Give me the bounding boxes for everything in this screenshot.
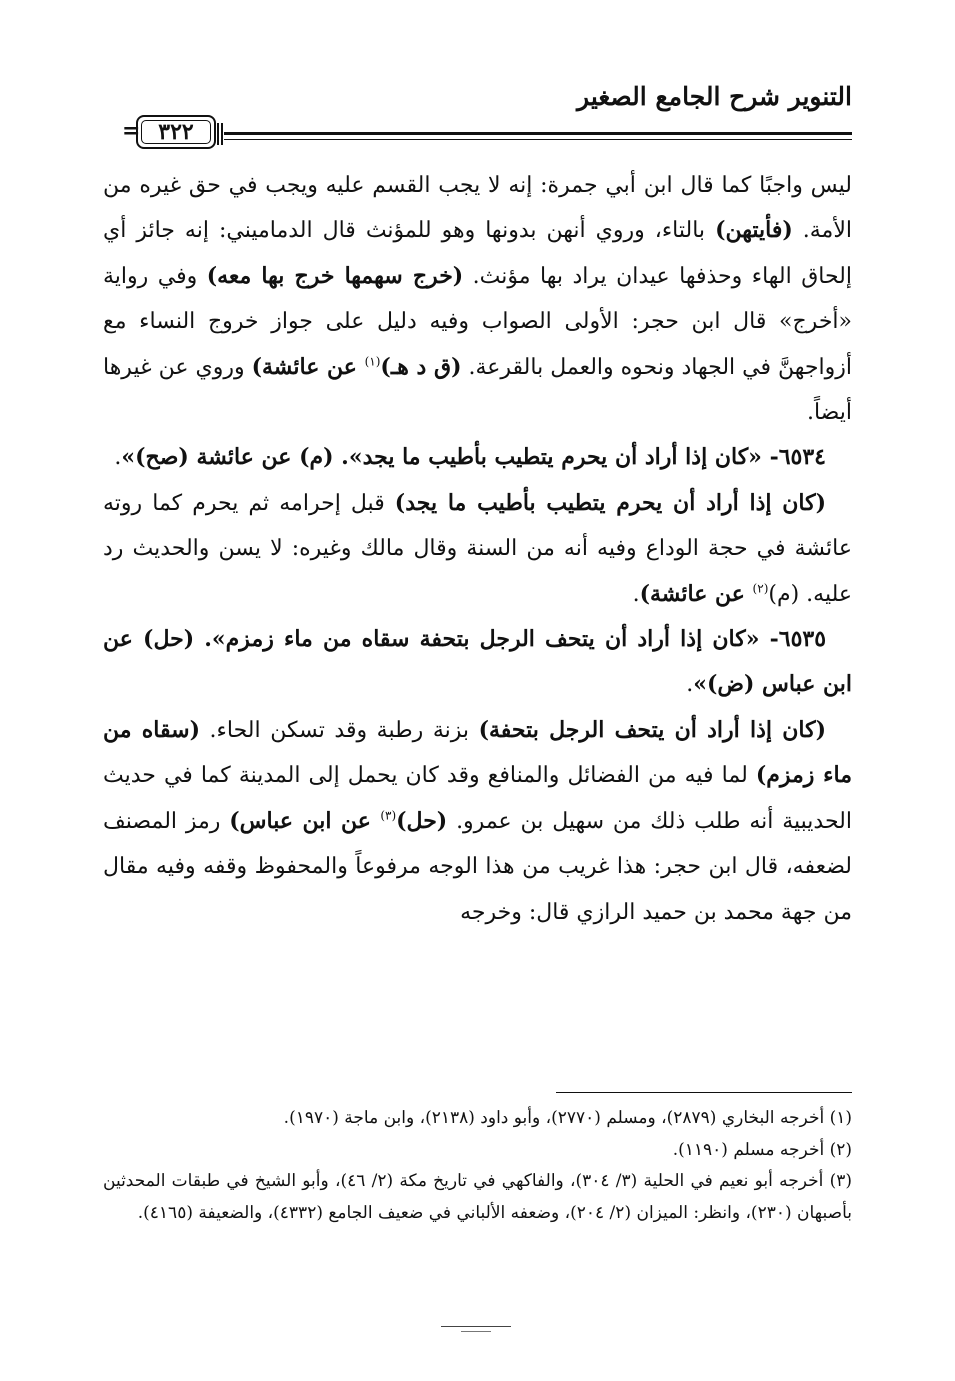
footnote-3: (٣) أخرجه أبو نعيم في الحلية (٣/ ٣٠٤)، والفاكهي في تاريخ مكة (٢/ ٤٦)، وأبو الشيخ في طبقات المحدثين بأصبهان (٢٣٠)، وانظر: الميزان (٢/ ٢٠٤)، وضعفه الألباني في ضعيف الجامع (٤٣٣٢)، والضعيفة (٤١٦٥). [103, 1171, 852, 1223]
running-title: التنوير شرح الجامع الصغير [577, 82, 852, 111]
paragraph-commentary-1: ليس واجبًا كما قال ابن أبي جمرة: إنه لا يجب القسم عليه ويجب في حق غيره من الأمة. (فأيتهن) بالتاء، وروي أنهن بدونها وهو للمؤنث قال الدماميني: إنه جائز أي إلحاق الهاء وحذفها عيدان يراد بها مؤنث. (خرج سهمها خرج بها معه) وفي رواية «أخرج» قال ابن حجر: الأولى الصواب وفيه دليل على جواز خروج النساء مع أزواجهنَّ في الجهاد ونحوه والعمل بالقرعة. (ق د هـ)$^{(١)}$ عن عائشة) وروي عن غيرها أيضاً. [103, 173, 852, 426]
header-rule-thick [224, 132, 852, 135]
footnotes [103, 1103, 852, 1229]
page-number: ٣٢٢ [136, 115, 216, 149]
bottom-ornament-2 [461, 1331, 491, 1332]
hadith-6534: ٦٥٣٤- «كان إذا أراد أن يحرم يتطيب بأطيب ما يجد». (م) عن عائشة (صح)». [114, 444, 826, 471]
footnote-ref-3[interactable]: (٣) [380, 808, 397, 823]
main-text [103, 163, 852, 935]
hadith-6535: ٦٥٣٥- «كان إذا أراد أن يتحف الرجل بتحفة سقاه من ماء زمزم». (حل) عن ابن عباس (ض)». [103, 626, 852, 698]
footnote-2: (٢) أخرجه مسلم (١١٩٠). [672, 1139, 852, 1160]
footnote-ref-1[interactable]: (١) [364, 354, 381, 369]
footnote-1: (١) أخرجه البخاري (٢٨٧٩)، ومسلم (٢٧٧٠)، وأبو داود (٢١٣٨)، وابن ماجة (١٩٧٠). [283, 1108, 852, 1128]
header-edge-mark: = [122, 118, 141, 144]
footnote-ref-2[interactable]: (٢) [752, 581, 769, 596]
header-rule-end [217, 123, 223, 145]
paragraph-commentary-2: (كان إذا أراد أن يحرم يتطيب بأطيب ما يجد) قبل إحرامه ثم يحرم كما روته عائشة في حجة الوداع وفيه أنه من السنة وقال مالك وغيره: لا يسن والحديث رد عليه. (م)$^{(٢)}$ عن عائشة). [103, 489, 852, 607]
paragraph-commentary-3: (كان إذا أراد أن يتحف الرجل بتحفة) بزنة رطبة وقد تسكن الحاء. (سقاه من ماء زمزم) لما فيه من الفضائل والمنافع وقد كان يحمل إلى المدينة كما في حديث الحديبية أنه طلب ذلك من سهيل بن عمرو. (حل)$^{(٣)}$ عن ابن عباس) رمز المصنف لضعفه، قال ابن حجر: هذا غريب من هذا الوجه مرفوعاً والمحفوظ وقفه وفيه مقال من جهة محمد بن حميد الرازي قال: وخرجه [103, 716, 852, 925]
header-rule-thin [224, 139, 852, 140]
footnote-separator [556, 1092, 852, 1093]
bottom-ornament [441, 1326, 511, 1327]
